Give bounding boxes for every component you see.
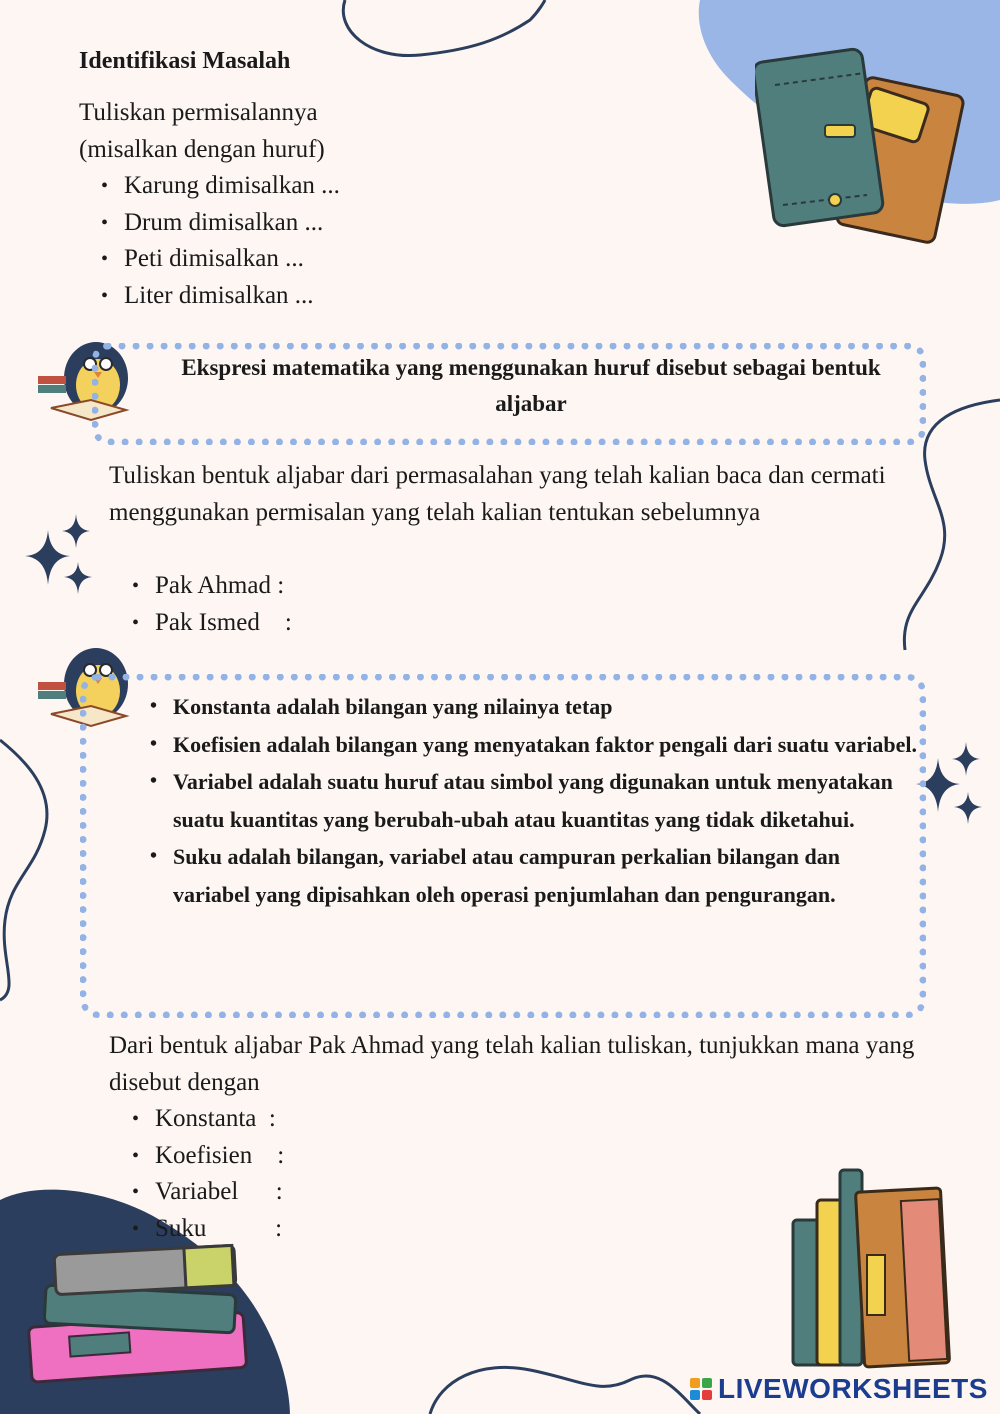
variable-list xyxy=(79,168,340,314)
list-item: • Peti dimisalkan ... xyxy=(79,241,340,278)
term-item: • Suku : xyxy=(110,1211,284,1248)
list-item: • Drum dimisalkan ... xyxy=(79,205,340,242)
book-stack-illustration xyxy=(25,1235,255,1385)
answer-item xyxy=(110,568,292,605)
list-item: • Liter dimisalkan ... xyxy=(79,278,340,315)
answer-label: Pak Ismed xyxy=(155,608,260,636)
callout-text: Ekspresi matematika yang menggunakan huruf disebut sebagai bentuk aljabar xyxy=(181,355,881,416)
definition-item: • Variabel adalah suatu huruf atau simbol yang digunakan untuk menyatakan suatu kuantitas yang berubah-ubah atau kuantitas yang tidak diketahui. xyxy=(128,763,918,838)
section-title: Identifikasi Masalah xyxy=(79,48,291,74)
question-text: Dari bentuk aljabar Pak Ahmad yang telah kalian tuliskan, tunjukkan mana yang disebut dengan xyxy=(109,1032,915,1096)
definition-item: • Konstanta adalah bilangan yang nilainya tetap xyxy=(128,688,918,726)
answer-separator: : xyxy=(259,608,292,636)
term-item: • Variabel : xyxy=(110,1174,284,1211)
list-item: • Karung dimisalkan ... xyxy=(79,168,340,205)
definition-item: • Koefisien adalah bilangan yang menyatakan faktor pengali dari suatu variabel. xyxy=(128,726,918,764)
answer-item xyxy=(110,605,292,642)
term-item: • Koefisien : xyxy=(110,1138,284,1175)
definitions-list xyxy=(128,688,918,913)
answer-list xyxy=(110,568,292,641)
intro-text: Tuliskan permisalannya (misalkan dengan huruf) xyxy=(79,99,325,163)
term-item: • Konstanta : xyxy=(110,1101,284,1138)
upright-books-illustration xyxy=(785,1160,960,1375)
watermark-text: LIVEWORKSHEETS xyxy=(718,1373,988,1404)
wallet-notebook-illustration xyxy=(755,45,965,245)
liveworksheets-watermark xyxy=(690,1373,988,1405)
definition-item: • Suku adalah bilangan, variabel atau campuran perkalian bilangan dan variabel yang dipisahkan oleh operasi penjumlahan dan pengurangan. xyxy=(128,838,918,913)
instruction-text: Tuliskan bentuk aljabar dari permasalahan yang telah kalian baca dan cermati menggunakan permisalan yang telah kalian tentukan sebelumnya xyxy=(109,462,886,526)
answer-separator: : xyxy=(270,572,285,599)
liveworksheets-logo-icon xyxy=(690,1378,712,1400)
answer-label: Pak Ahmad xyxy=(155,572,271,599)
sparkle-stars-left-icon xyxy=(20,510,100,600)
term-list xyxy=(110,1101,284,1247)
